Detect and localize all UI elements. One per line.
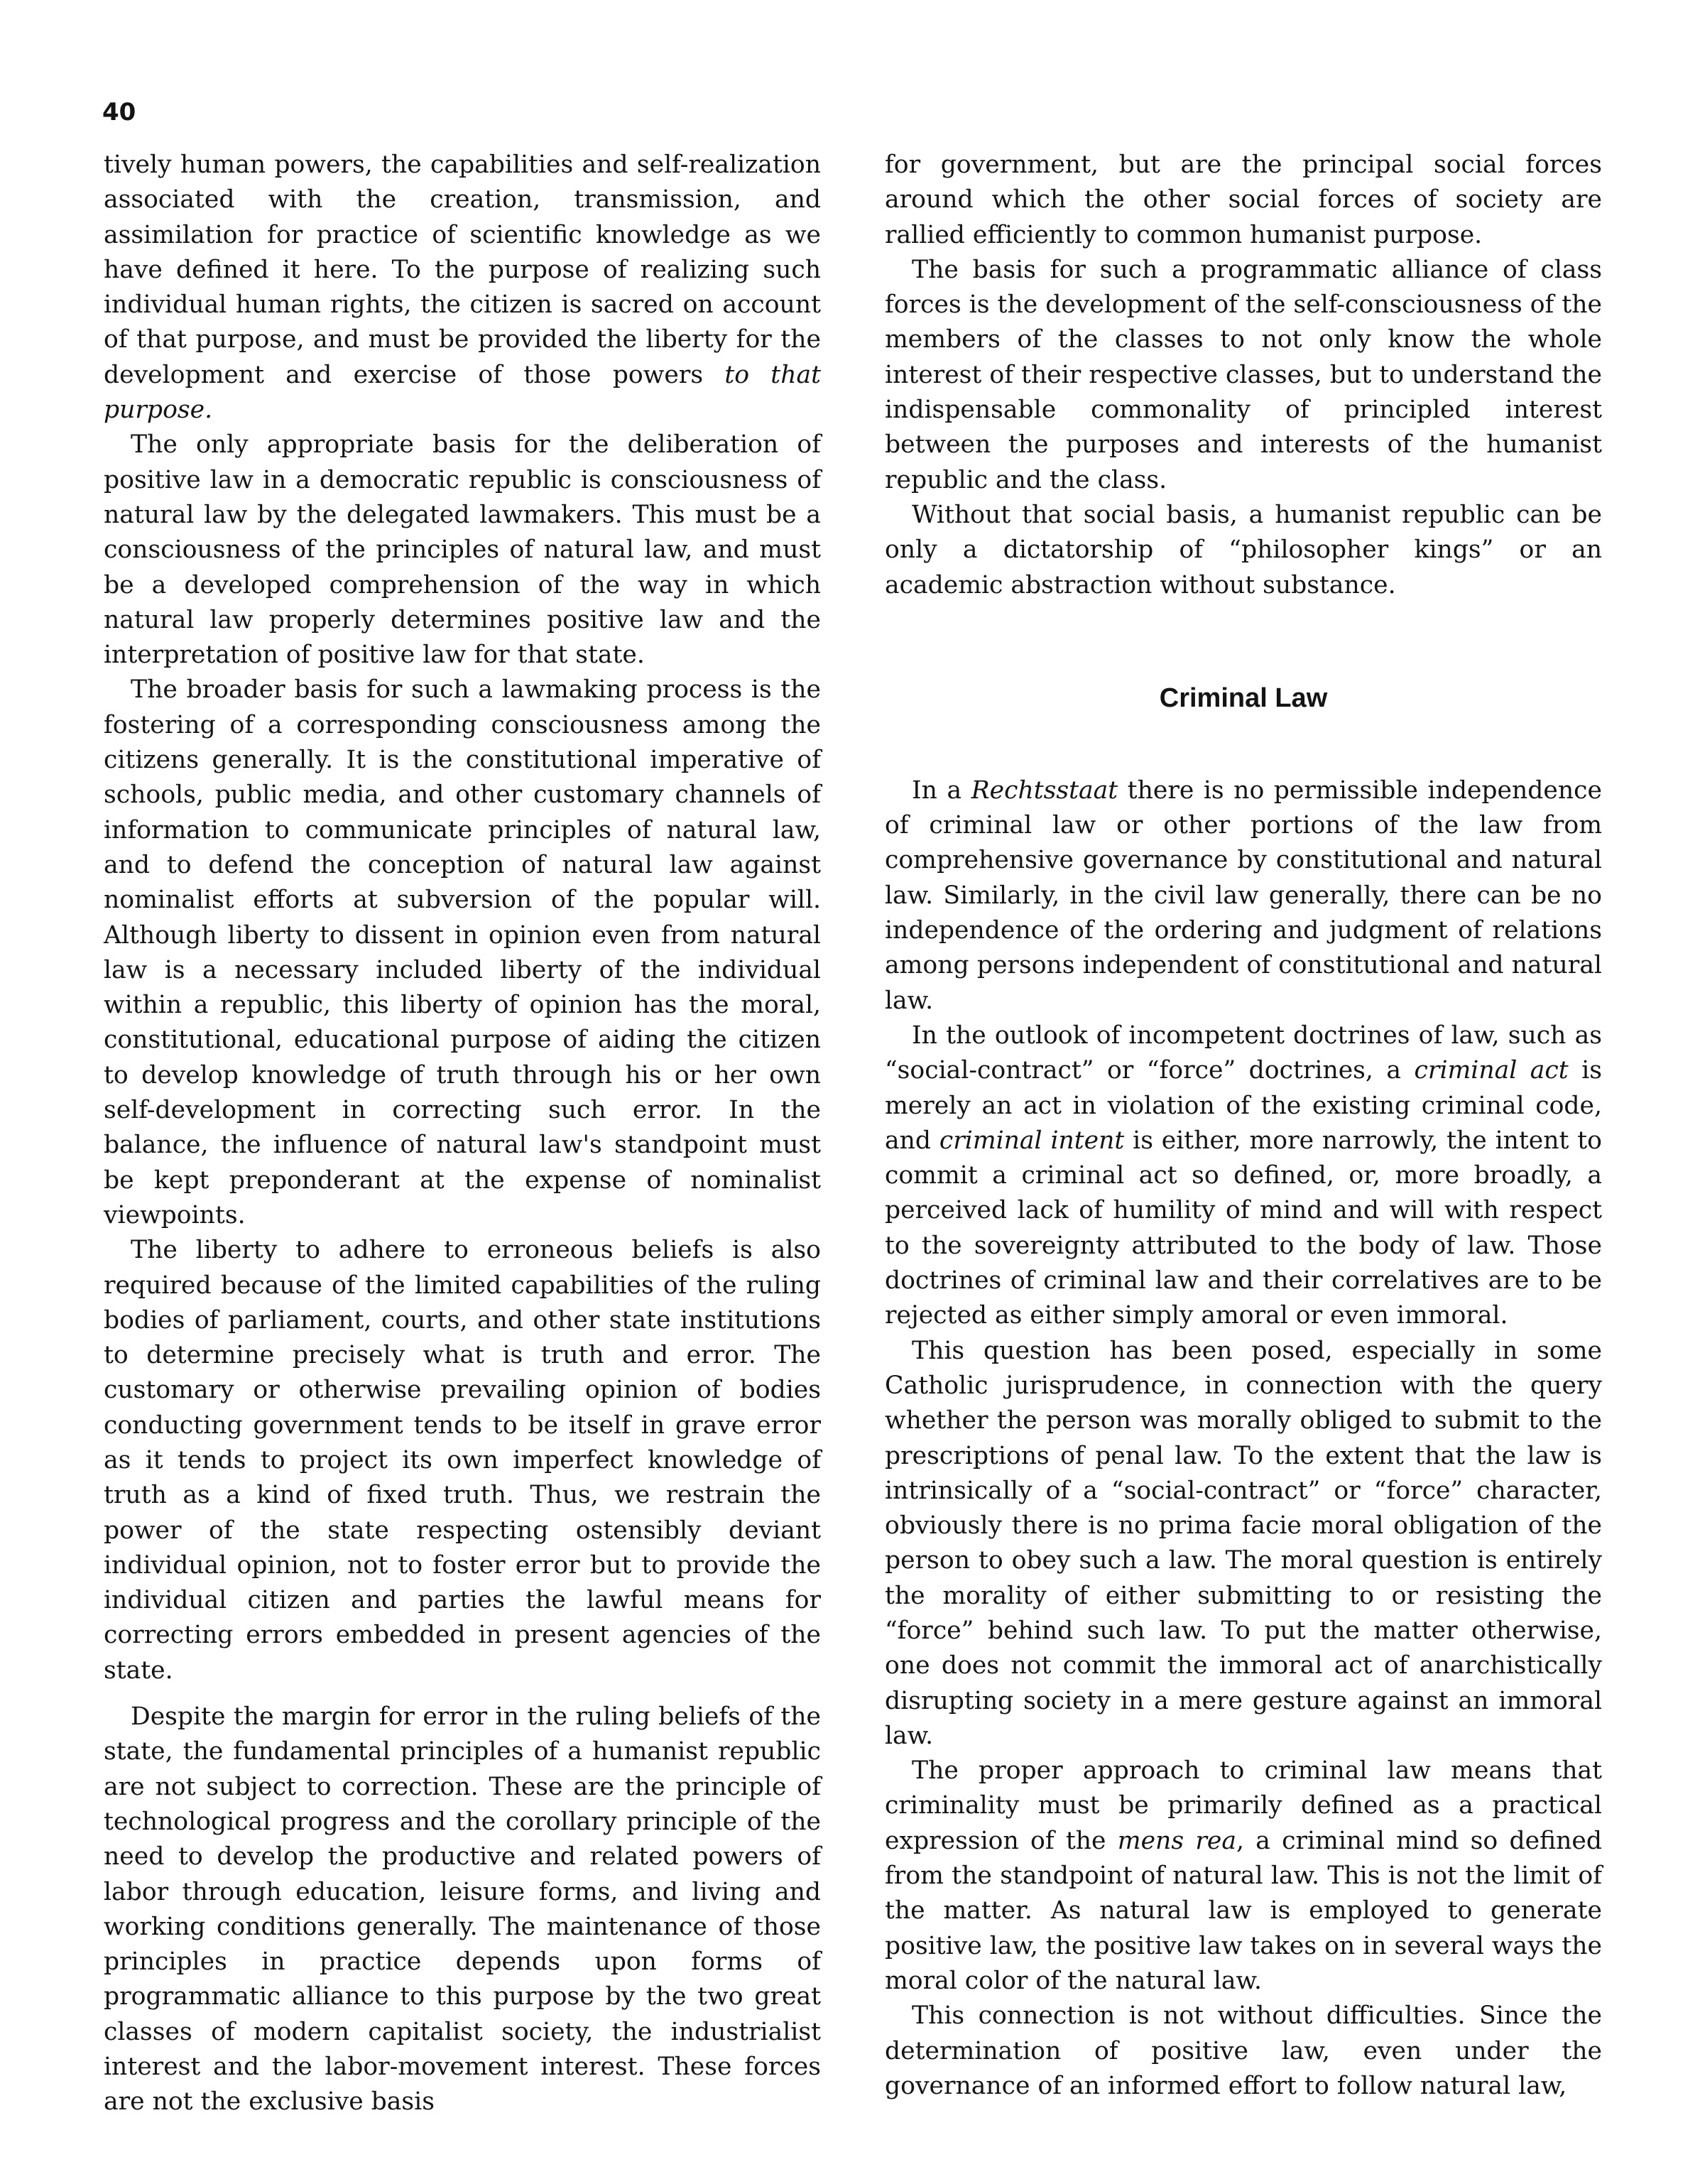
paragraph: The basis for such a programmatic alliance of class forces is the development of the self-consciousness of the members of the classes to not only know the whole interest of their respective classes, but to understand the indispensable commonality of principled interest between the purposes and interests of the humanist republic and the class. [885, 255, 1602, 494]
paragraph: Despite the margin for error in the ruling beliefs of the state, the fundamental principles of a humanist republic are not subject to correction. These are the principle of technological progress and the corollary principle of the need to develop the productive and related powers of labor through education, leisure forms, and living and working conditions generally. The maintenance of those principles in practice depends upon forms of programmatic alliance to this purpose by the two great classes of modern capitalist society, the industrialist interest and the labor-movement interest. These forces are not the exclusive basis [104, 1702, 821, 2117]
paragraph: This question has been posed, especially in some Catholic jurisprudence, in connection with the query whether the person was morally obliged to submit to the prescriptions of penal law. To the extent that the law is intrinsically of a “social-contract” or “force” character, obviously there is no prima facie moral obligation of the person to obey such a law. The moral question is entirely the morality of either submitting to or resisting the “force” behind such law. To put the matter otherwise, one does not commit the immoral act of anarchistically disrupting society in a mere gesture against an immoral law. [885, 1336, 1602, 1750]
right-column [885, 148, 1602, 2104]
paragraph-text: tively human powers, the capabilities and self-realization associated with the creation, transmission, and assimilation for practice of scientific knowledge as we have defined it here. To the purpose of realizing such individual human rights, the citizen is sacred on account of that purpose, and must be provided the liberty for the development and exercise of those powers [104, 151, 821, 389]
paragraph: The liberty to adhere to erroneous beliefs is also required because of the limited capabilities of the ruling bodies of parliament, courts, and other state institutions to determine precisely what is truth and error. The customary or otherwise prevailing opinion of bodies conducting government tends to be itself in grave error as it tends to project its own imperfect knowledge of truth as a kind of fixed truth. Thus, we restrain the power of the state respecting ostensibly deviant individual opinion, not to foster error but to provide the individual citizen and parties the lawful means for correcting errors embedded in present agencies of the state. [104, 1236, 821, 1685]
section-heading: Criminal Law [1159, 683, 1328, 713]
paragraph-text: The proper approach to criminal law means that criminality must be primarily defined as a practical expression of the [885, 1756, 1602, 1855]
paragraph-text: there is no permissible independence of criminal law or other portions of the law from comprehensive governance by constitutional and natural law. Similarly, in the civil law generally, there can be no independence of the ordering and judgment of relations among persons independent of constitutional and natural law. [885, 776, 1602, 1015]
paragraph-text: is either, more narrowly, the intent to commit a criminal act so defined, or, more broadly, a perceived lack of humility of mind and will with respect to the sovereignty attributed to the body of law. Those doctrines of criminal law and their correlatives are to be rejected as either simply amoral or even immoral. [885, 1126, 1602, 1330]
paragraph: This connection is not without difficulties. Since the determination of positive law, even under the governance of an informed effort to follow natural law, [885, 2001, 1602, 2100]
paragraph: The only appropriate basis for the deliberation of positive law in a democratic republic is consciousness of natural law by the delegated lawmakers. This must be a consciousness of the principles of natural law, and must be a developed comprehension of the way in which natural law properly determines positive law and the interpretation of positive law for that state. [104, 430, 821, 670]
paragraph-text: is merely an act in violation of the existing criminal code, and [885, 1056, 1602, 1155]
paragraph [885, 1754, 1602, 1999]
emphasis-text: Rechtsstaat [971, 776, 1118, 805]
page-number: 40 [102, 98, 136, 126]
left-column [104, 148, 821, 2120]
emphasis-text: criminal act [1414, 1056, 1569, 1085]
paragraph-text: , a criminal mind so defined from the standpoint of natural law. This is not the limit of the matter. As natural law is employed to generate positive law, the positive law takes on in several ways the moral color of the natural law. [885, 1826, 1603, 1995]
paragraph: for government, but are the principal social forces around which the other social forces of society are rallied efficiently to common humanist purpose. [885, 151, 1602, 249]
paragraph: The broader basis for such a lawmaking process is the fostering of a corresponding consciousness among the citizens generally. It is the constitutional imperative of schools, public media, and other customary channels of information to communicate principles of natural law, and to defend the conception of natural law against nominalist efforts at subversion of the popular will. Although liberty to dissent in opinion even from natural law is a necessary included liberty of the individual within a republic, this liberty of opinion has the moral, constitutional, educational purpose of aiding the citizen to develop knowledge of truth through his or her own self-development in correcting such error. In the balance, the influence of natural law's standpoint must be kept preponderant at the expense of nominalist viewpoints. [104, 675, 821, 1229]
emphasis-text: criminal intent [939, 1126, 1125, 1155]
paragraph [885, 1018, 1602, 1334]
emphasis-text: mens rea [1117, 1826, 1236, 1855]
paragraph-text: In the outlook of incompetent doctrines of law, such as “social-contract” or “force” doctrines, a [885, 1021, 1602, 1085]
paragraph: Without that social basis, a humanist republic can be only a dictatorship of “philosopher kings” or an academic abstraction without substance. [885, 500, 1602, 599]
paragraph [885, 773, 1602, 1018]
emphasis-text: to that purpose. [104, 360, 821, 425]
paragraph [104, 148, 821, 428]
paragraph-text: In a [912, 776, 971, 805]
